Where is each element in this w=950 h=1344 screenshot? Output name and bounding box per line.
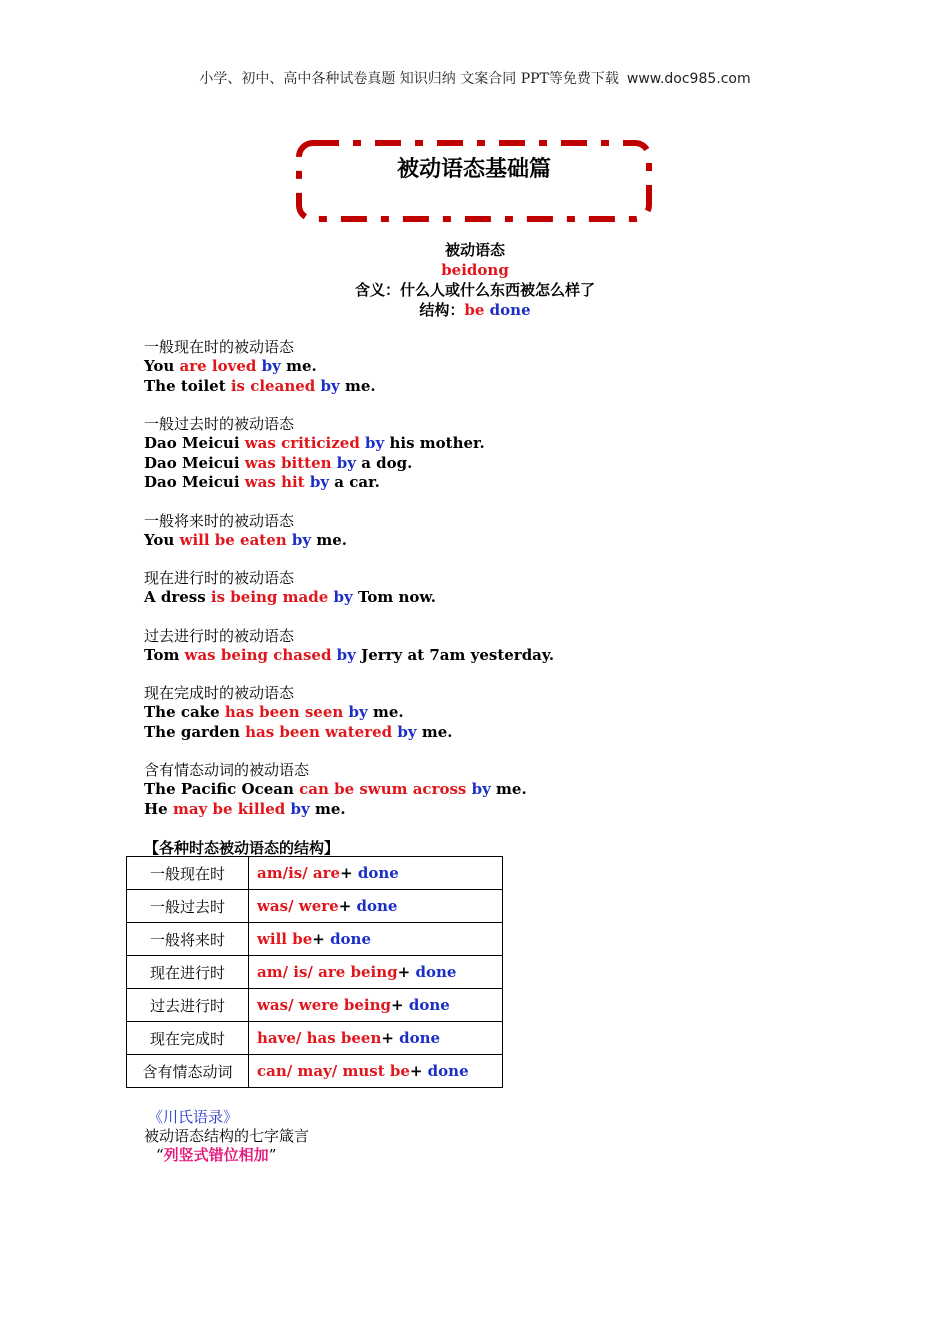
example-sentence: You will be eaten by me. <box>144 530 347 549</box>
example-sentence: Dao Meicui was criticized by his mother. <box>144 434 485 452</box>
section-heading: 含有情态动词的被动语态 <box>144 761 310 779</box>
structure-label: 结构： <box>419 301 465 319</box>
structure-done: done <box>489 301 531 319</box>
tense-cell: 含有情态动词 <box>127 1055 249 1088</box>
section-heading: 现在进行时的被动语态 <box>144 569 295 587</box>
example-sentence: A dress is being made by Tom now. <box>144 588 437 606</box>
intro-pinyin: beidong <box>441 261 509 279</box>
section-heading: 过去进行时的被动语态 <box>144 626 295 645</box>
page-header <box>0 68 950 88</box>
table-row <box>127 857 503 890</box>
section-present-progressive <box>144 569 844 608</box>
intro-meaning: 含义：什么人或什么东西被怎么样了 <box>354 281 595 299</box>
tense-cell: 现在完成时 <box>127 1022 249 1055</box>
table-row <box>127 956 503 989</box>
section-heading: 一般现在时的被动语态 <box>144 338 295 356</box>
page-title: 被动语态基础篇 <box>396 157 551 182</box>
section-heading: 一般过去时的被动语态 <box>144 415 295 433</box>
example-sentence: The cake has been seen by me. <box>144 703 404 721</box>
intro-structure <box>0 300 950 320</box>
form-cell: can/ may/ must be+ done <box>249 1055 503 1088</box>
intro-block <box>0 240 950 320</box>
form-cell: will be+ done <box>249 923 503 956</box>
table-row <box>127 1055 503 1088</box>
header-url: www.doc985.com <box>626 71 751 87</box>
example-sentence: The Pacific Ocean can be swum across by me. <box>144 780 527 798</box>
example-sentence: The garden has been watered by me. <box>144 722 453 741</box>
table-row <box>127 1022 503 1055</box>
section-modal <box>144 761 844 819</box>
example-sentence: Tom was being chased by Jerry at 7am yesterday. <box>144 645 555 664</box>
section-heading: 现在完成时的被动语态 <box>144 684 295 702</box>
table-row <box>127 890 503 923</box>
section-present-perfect <box>144 684 844 742</box>
example-sentence: Dao Meicui was hit by a car. <box>144 473 380 491</box>
example-sentence: Dao Meicui was bitten by a dog. <box>144 453 413 472</box>
structure-be: be <box>464 301 485 319</box>
examples-list <box>144 338 844 838</box>
quote-line: 被动语态结构的七字箴言 <box>144 1127 310 1145</box>
header-text: 小学、初中、高中各种试卷真题 知识归纳 文案合同 PPT等免费下载 <box>199 71 619 87</box>
example-sentence: You are loved by me. <box>144 357 317 375</box>
form-cell: was/ were being+ done <box>249 989 503 1022</box>
section-present-simple <box>144 338 844 396</box>
structure-table <box>126 856 503 1088</box>
table-label: 【各种时态被动语态的结构】 <box>144 839 340 857</box>
intro-heading: 被动语态 <box>444 241 505 259</box>
tense-cell: 一般过去时 <box>127 890 249 923</box>
quote-block <box>144 1108 309 1165</box>
title-frame <box>296 140 652 220</box>
form-cell: am/ is/ are being+ done <box>249 956 503 989</box>
tense-cell: 一般现在时 <box>127 857 249 890</box>
form-cell: was/ were+ done <box>249 890 503 923</box>
tense-cell: 一般将来时 <box>127 923 249 956</box>
form-cell: am/is/ are+ done <box>249 857 503 890</box>
table-row <box>127 923 503 956</box>
section-heading: 一般将来时的被动语态 <box>144 511 295 530</box>
example-sentence: He may be killed by me. <box>144 799 346 818</box>
tense-cell: 现在进行时 <box>127 956 249 989</box>
quote-title: 《川氏语录》 <box>148 1108 239 1126</box>
section-past-simple <box>144 415 844 493</box>
section-future-simple <box>144 512 844 551</box>
tense-cell: 过去进行时 <box>127 989 249 1022</box>
form-cell: have/ has been+ done <box>249 1022 503 1055</box>
quote-motto: “列竖式错位相加” <box>156 1146 277 1164</box>
section-past-progressive <box>144 627 844 666</box>
table-row <box>127 989 503 1022</box>
example-sentence: The toilet is cleaned by me. <box>144 376 376 395</box>
